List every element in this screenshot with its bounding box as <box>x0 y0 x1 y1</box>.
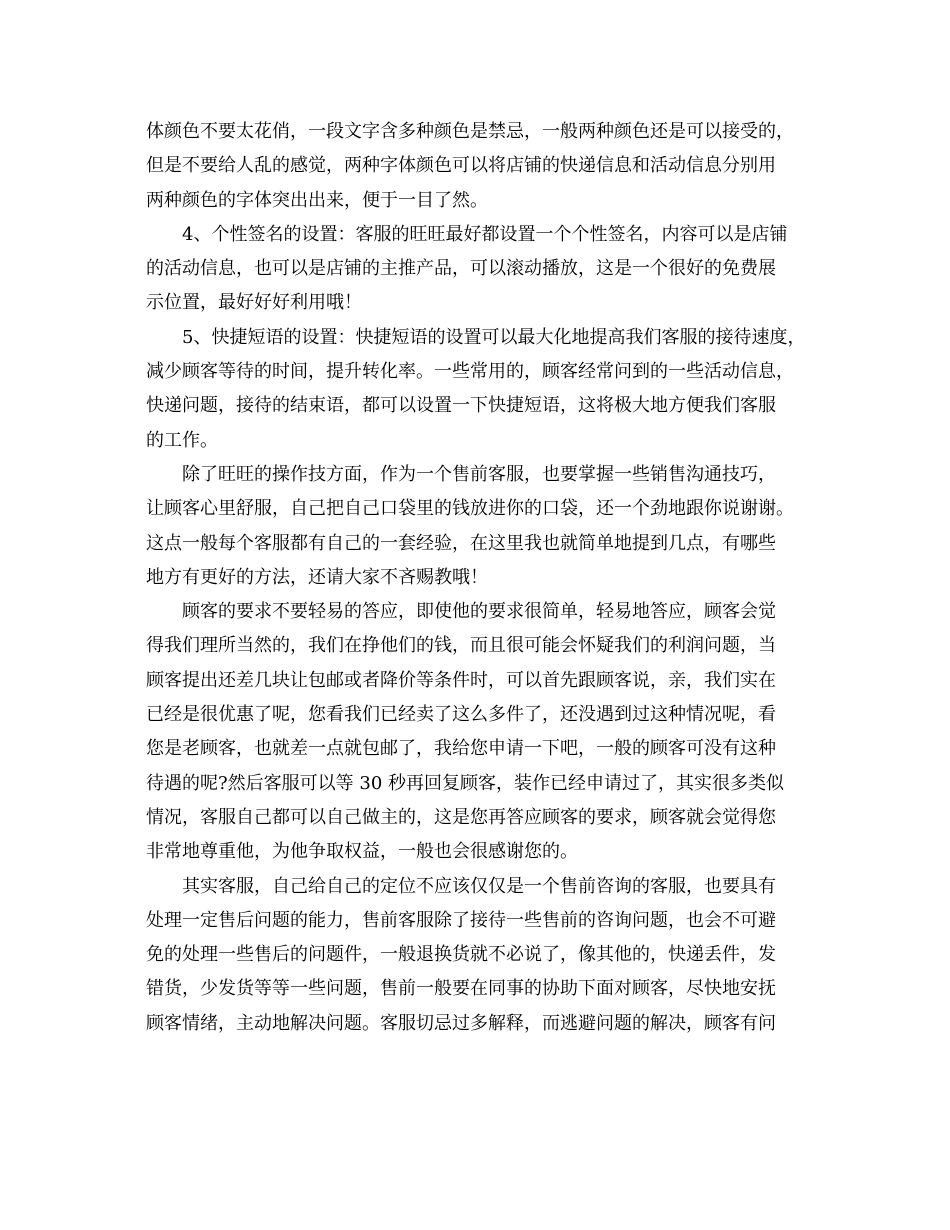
paragraph-first-line: 其实客服，自己给自己的定位不应该仅仅是一个售前咨询的客服，也要具有 <box>182 875 776 897</box>
text-line: 非常地尊重他，为他争取权益，一般也会很感谢您的。 <box>146 841 578 863</box>
text-line: 地方有更好的方法，还请大家不吝赐教哦！ <box>146 566 488 588</box>
text-line: 顾客提出还差几块让包邮或者降价等条件时，可以首先跟顾客说，亲，我们实在 <box>146 669 776 691</box>
text-line: 免的处理一些售后的问题件，一般退换货就不必说了，像其他的，快递丢件，发 <box>146 944 776 966</box>
text-line: 的活动信息，也可以是店铺的主推产品，可以滚动播放，这是一个很好的免费展 <box>146 258 776 280</box>
text-line: 情况，客服自己都可以自己做主的，这是您再答应顾客的要求，顾客就会觉得您 <box>146 806 776 828</box>
text-line: 待遇的呢?然后客服可以等 30 秒再回复顾客，装作已经申请过了，其实很多类似 <box>146 772 784 794</box>
paragraph-first-line: 顾客的要求不要轻易的答应，即使他的要求很简单，轻易地答应，顾客会觉 <box>182 601 776 623</box>
text-line: 错货，少发货等等一些问题，售前一般要在同事的协助下面对顾客，尽快地安抚 <box>146 978 776 1000</box>
text-line: 减少顾客等待的时间，提升转化率。一些常用的，顾客经常问到的一些活动信息， <box>146 361 794 383</box>
text-line: 示位置，最好好好利用哦！ <box>146 292 362 314</box>
body-text <box>146 115 826 1041</box>
paragraph-first-line: 5、快捷短语的设置：快捷短语的设置可以最大化地提高我们客服的接待速度， <box>182 326 806 348</box>
paragraph-first-line: 除了旺旺的操作技方面，作为一个售前客服，也要掌握一些销售沟通技巧， <box>182 463 776 485</box>
text-line: 顾客情绪，主动地解决问题。客服切忌过多解释，而逃避问题的解决，顾客有问 <box>146 1012 776 1034</box>
text-line: 得我们理所当然的，我们在挣他们的钱，而且很可能会怀疑我们的利润问题，当 <box>146 635 776 657</box>
text-line: 已经是很优惠了呢，您看我们已经卖了这么多件了，还没遇到过这种情况呢，看 <box>146 704 776 726</box>
text-line: 快递问题，接待的结束语，都可以设置一下快捷短语，这将极大地方便我们客服 <box>146 395 776 417</box>
text-line: 两种颜色的字体突出出来，便于一目了然。 <box>146 189 488 211</box>
text-line: 这点一般每个客服都有自己的一套经验，在这里我也就简单地提到几点，有哪些 <box>146 532 776 554</box>
text-line: 体颜色不要太花俏，一段文字含多种颜色是禁忌，一般两种颜色还是可以接受的， <box>146 121 794 142</box>
text-line: 让顾客心里舒服，自己把自己口袋里的钱放进你的口袋，还一个劲地跟你说谢谢。 <box>146 498 794 520</box>
text-line: 的工作。 <box>146 429 218 451</box>
text-line: 但是不要给人乱的感觉，两种字体颜色可以将店铺的快递信息和活动信息分别用 <box>146 155 776 177</box>
text-line: 处理一定售后问题的能力，售前客服除了接待一些售前的咨询问题，也会不可避 <box>146 909 776 931</box>
text-line: 您是老顾客，也就差一点就包邮了，我给您申请一下吧，一般的顾客可没有这种 <box>146 738 776 760</box>
paragraph-first-line: 4、个性签名的设置：客服的旺旺最好都设置一个个性签名，内容可以是店铺 <box>182 223 788 245</box>
